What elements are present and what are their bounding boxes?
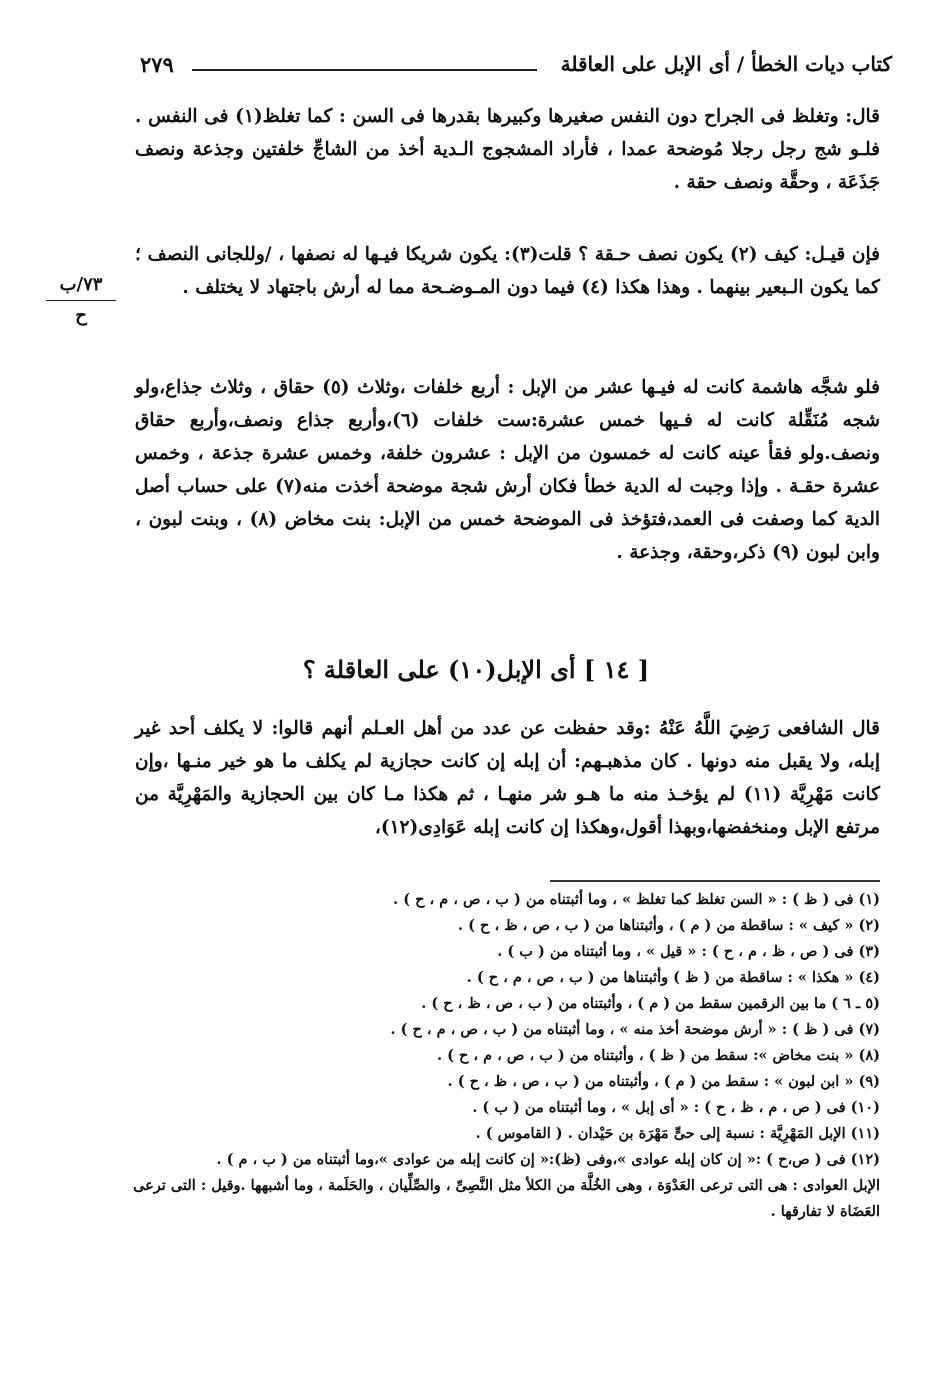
footnote-7: (٧) فى ( ظ ) : « أرش موضحة أخذ منه » ، وما أثبتناه من ( ب ، ص ، م ، ح ) .: [390, 1021, 880, 1038]
margin-note-folio: ٧٣/ب: [59, 274, 103, 295]
page-number: ٢٧٩: [140, 52, 174, 77]
running-head: كتاب ديات الخطأ / أى الإبل على العاقلة: [560, 52, 892, 76]
paragraph-text: فإن قيـل: كيف (٢) يكون نصف حـقة ؟ قلت(٣): يكون شريكا فيـها له نصفها ، /وللجانى النصف ؛ كما يكون الـبعير بينهما . وهذا هكذا (٤) فيما دون المـوضـحة مما له أرش باجتهاد لا يختلف .: [135, 244, 880, 298]
paragraph-text: فلو شجَّه هاشمة كانت له فيـها عشر من الإبل : أربع خلفات ،وثلاث (٥) حقاق ، وثلاث جذاع،ولو شجه مُنَقِّلة كانت له فـيها خمس عشرة:ست خلفات (٦)،وأربع جذاع ونصف،وأربع حقاق ونصف.ولو فقأ عينه كانت له خمسون من الإبل : عشرون خلفة، وخمس عشرة جذعة ، وخمس عشرة حقـة . وإذا وجبت له الدية خطأ فكان أرش شجة موضحة أخذت منه(٧) على حساب أصل الدية كما وصفت فى العمد،فتؤخذ فى الموضحة خمس من الإبل: بنت مخاض (٨) ، وبنت لبون ، وابن لبون (٩) ذكر،وحقة، وجذعة .: [135, 377, 881, 563]
footnote-4: (٤) « هكذا » : ساقطة من ( ظ ) وأثبتناها من ( ب ، ص ، م ، ح ) .: [466, 969, 880, 986]
footnote-11: (١١) الإبل المَهْرِيَّة : نسبة إلى حىٍّ مَهْرَة بن حَيْدان . ( القاموس ) .: [475, 1125, 880, 1142]
footnote-9: (٩) « ابن لبون » : سقط من ( م ) ، وأثبتناه من ( ب ، ص ، ظ ، ح ) .: [447, 1073, 880, 1090]
header-rule: [192, 69, 537, 71]
footnote-8: (٨) « بنت مخاض »: سقط من ( ظ ) ، وأثبتناه من ( ب ، ص ، م ، ح ) .: [437, 1047, 880, 1064]
footnote-rule: [550, 880, 880, 882]
paragraph-text: قال: وتغلظ فى الجراح دون النفس صغيرها وكبيرها بقدرها فى السن : كما تغلظ(١) فى النفس . فلـو شج رجل رجلا مُوضحة عمدا ، فأراد المشجوج الـدية أخذ من الشاجِّ خلفتين وجذعة ونصف جَذَعَة ، وحقَّة ونصف حقة .: [135, 106, 880, 193]
footnote-2: (٢) « كيف » : ساقطة من ( م ) ، وأثبتناها من ( ب ، ص ، ظ ، ح ) .: [458, 917, 880, 934]
footnotes: [120, 887, 880, 1225]
section-heading: [ ١٤ ] أى الإبل(١٠) على العاقلة ؟: [302, 655, 650, 684]
margin-manuscript-note: [46, 270, 116, 331]
paragraph-text: قال الشافعى رَضِيَ اللَّهُ عَنْهُ :وقد حفظت عن عدد من أهل العـلم أنهم قالوا: لا يكلف أحد غير إبله، ولا يقبل منه دونها . كان مذهبـهم: أن إبله إن كانت حجازية لم يكلف ما هو خير منـها ،وإن كانت مَهْرِيَّة (١١) لم يؤخـذ منه ما هـو شر منهـا ، ثم هكذا مـا كان بين الحجازية والمَهْرِيَّة من مرتفع الإبل ومنخفضها،وبهذا أقول،وهكذا إن كانت إبله عَوَادِى(١٢)،: [135, 718, 880, 838]
margin-note-siglum: ح: [46, 300, 116, 331]
section-paragraph: [135, 712, 880, 844]
paragraph-1: [135, 100, 880, 199]
paragraph-3: [135, 371, 880, 569]
footnote-10: (١٠) فى ( ص ، م ، ظ ، ح ) : « أى إبل » ، وما أثبتناه من ( ب ) .: [472, 1099, 880, 1116]
footnote-gloss: الإبل العوادى : هى التى ترعى العَدْوَة ، وهى الخُلَّة من الكلأ مثل النَّصِىِّ ، والصِّلِّيان ، والحَلَمة ، وما أشبهها .وقيل : التى ترعى العَضَاة لا تفارقها .: [133, 1177, 880, 1220]
paragraph-2: [135, 238, 880, 304]
footnote-5-6: (٥ ـ ٦ ) ما بين الرقمين سقط من ( م ) ، وأثبتناه من ( ب ، ص ، ظ ، ح ) .: [421, 995, 880, 1012]
footnote-3: (٣) فى ( ص ، ظ ، م ، ح ) : « قيل » ، وما أثبتناه من ( ب ) .: [497, 943, 880, 960]
footnote-12: (١٢) فى ( ص،ح ) :« إن كان إبله عوادى »،وفى (ظ):« إن كانت إبله من عوادى »،وما أثبتناه من ( ب ، م ) .: [216, 1151, 880, 1168]
footnote-1: (١) فى ( ظ ) : « السن تغلظ كما تغلظ » ، وما أثبتناه من ( ب ، ص ، م ، ح ) .: [393, 891, 880, 908]
